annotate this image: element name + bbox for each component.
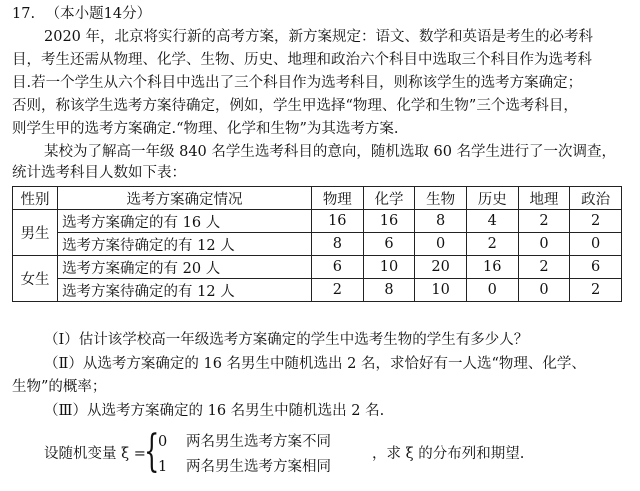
question-3-tail: ，求 ξ 的分布列和期望. [372,446,525,462]
cell-value: 8 [363,279,415,302]
cell-value: 16 [363,210,415,233]
cell-value: 0 [518,233,570,256]
random-variable-prefix: 设随机变量 ξ = [44,446,146,462]
cell-value: 0 [415,233,467,256]
row-label: 选考方案确定的有 20 人 [58,256,312,279]
survey-line-1: 某校为了解高一年级 840 名学生选考科目的意向，随机选取 60 名学生进行了一次调查， [44,144,617,160]
cell-value: 2 [311,279,363,302]
header-geography: 地理 [518,187,570,210]
header-politics: 政治 [570,187,622,210]
case-0-text: 两名男生选考方案不同 [186,434,331,450]
intro-line-1: 2020 年，北京将实行新的高考方案，新方案规定：语文、数学和英语是考生的必考科 [44,29,594,45]
header-gender: 性别 [13,187,58,210]
question-3: （Ⅲ）从选考方案确定的 16 名男生中随机选出 2 名. [44,403,385,419]
table-row [13,233,622,256]
question-2-line-2: 生物”的概率； [12,379,107,395]
cell-value: 16 [311,210,363,233]
cell-value: 6 [311,256,363,279]
cell-value: 2 [570,210,622,233]
cell-value: 6 [363,233,415,256]
intro-line-5: 则学生甲的选考方案确定.“物理、化学和生物”为其选考方案. [12,121,399,137]
left-brace: { [144,426,160,477]
header-status: 选考方案确定情况 [58,187,312,210]
subject-count-table [12,186,622,302]
cell-value: 0 [466,279,518,302]
cell-value: 6 [570,256,622,279]
table-row [13,256,622,279]
table-row [13,279,622,302]
intro-line-4: 否则，称该学生选考方案待确定，例如，学生甲选择“物理、化学和生物”三个选考科目， [12,98,578,114]
table-row [13,210,622,233]
problem-points: （本小题14分） [45,6,152,22]
cell-value: 20 [415,256,467,279]
cell-value: 10 [363,256,415,279]
row-label: 选考方案确定的有 16 人 [58,210,312,233]
survey-line-2: 统计选考科目人数如下表： [12,165,186,181]
table-header-row [13,187,622,210]
gender-male: 男生 [13,210,58,256]
cell-value: 10 [415,279,467,302]
question-1: （Ⅰ）估计该学校高一年级选考方案确定的学生中选考生物的学生有多少人？ [44,332,529,348]
question-2-line-1: （Ⅱ）从选考方案确定的 16 名男生中随机选出 2 名，求恰好有一人选“物理、化学、 [44,356,586,372]
header-history: 历史 [466,187,518,210]
cell-value: 0 [518,279,570,302]
cell-value: 2 [518,256,570,279]
cell-value: 8 [415,210,467,233]
intro-line-3: 目.若一个学生从六个科目中选出了三个科目作为选考科目，则称该学生的选考方案确定； [12,75,583,91]
cell-value: 0 [570,233,622,256]
cell-value: 2 [570,279,622,302]
intro-line-2: 目，考生还需从物理、化学、生物、历史、地理和政治六个科目中选取三个科目作为选考科 [12,52,592,68]
header-biology: 生物 [415,187,467,210]
cell-value: 8 [311,233,363,256]
row-label: 选考方案待确定的有 12 人 [58,233,312,256]
problem-number: 17. [12,6,36,22]
cell-value: 4 [466,210,518,233]
problem-header [12,4,151,24]
header-physics: 物理 [311,187,363,210]
cell-value: 2 [518,210,570,233]
case-0-value: 0 [158,434,168,450]
cell-value: 2 [466,233,518,256]
case-1-text: 两名男生选考方案相同 [186,459,331,475]
cell-value: 16 [466,256,518,279]
row-label: 选考方案待确定的有 12 人 [58,279,312,302]
header-chemistry: 化学 [363,187,415,210]
gender-female: 女生 [13,256,58,302]
case-1-value: 1 [158,459,168,475]
